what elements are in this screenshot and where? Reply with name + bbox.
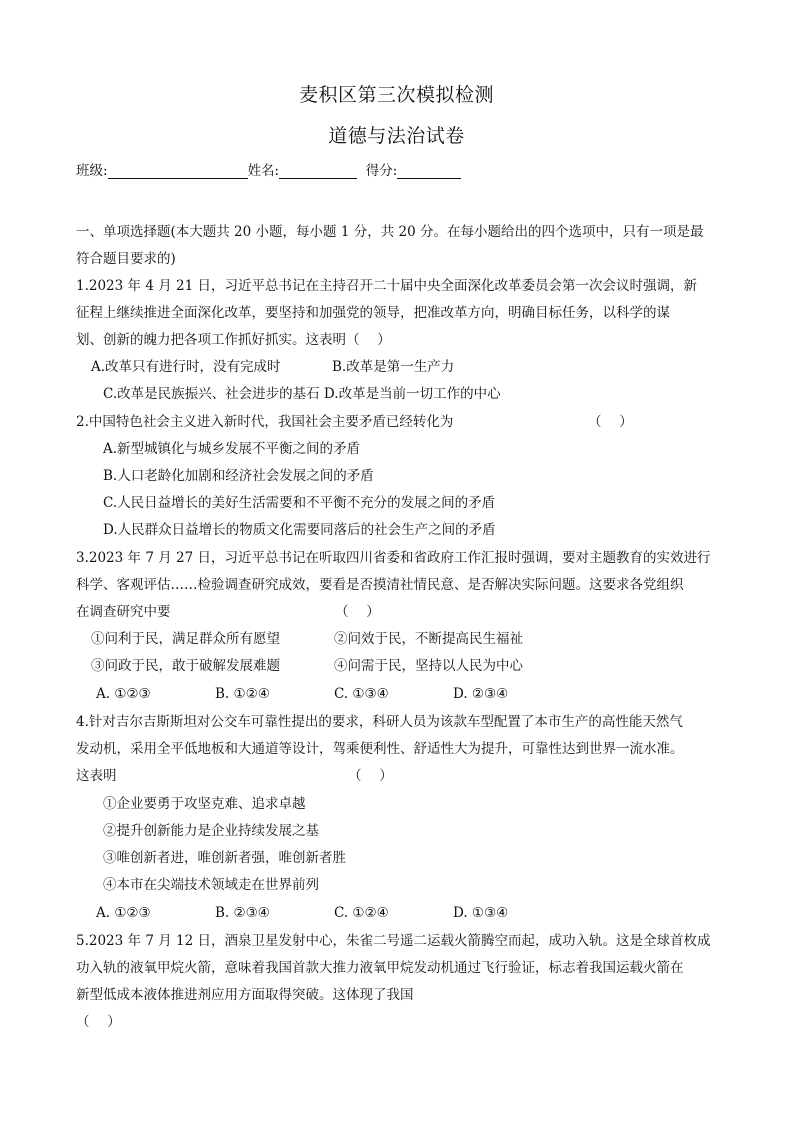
option-b: B.人口老龄化加剧和经济社会发展之间的矛盾 (103, 468, 374, 484)
question-stem-line: 划、创新的魄力把各项工作抓好抓实。这表明（ ） (76, 332, 391, 348)
choice-d: D. ②③④ (453, 686, 509, 702)
choice-a: A. ①②③ (96, 905, 151, 921)
question-stem-line: 征程上继续推进全面深化改革，要坚持和加强党的领导，把准改革方向，明确目标任务，以科学的谋 (76, 305, 670, 321)
answer-paren: （ ） (76, 1014, 121, 1030)
question-stem-line: 这表明 (76, 768, 117, 784)
question-stem-line: 在调查研究中要 (76, 604, 171, 620)
section-heading-line: 一、单项选择题(本大题共 20 小题，每小题 1 分，共 20 分。在每小题给出的四个选项中，只有一项是最 (76, 224, 704, 240)
option-c: C.人民日益增长的美好生活需要和不平衡不充分的发展之间的矛盾 (103, 495, 496, 511)
option-d: D.人民群众日益增长的物质文化需要同落后的社会生产之间的矛盾 (103, 522, 496, 538)
statement-item: ④本市在尖端技术领域走在世界前列 (103, 877, 319, 893)
name-label: 姓名: (247, 163, 280, 179)
page-title: 麦积区第三次模拟检测 (298, 84, 494, 106)
section-heading-line: 符合题目要求的) (76, 251, 176, 267)
question-stem-line: 新型低成本液体推进剂应用方面取得突破。这体现了我国 (76, 987, 414, 1003)
statement-item: ④问需于民，坚持以人民为中心 (334, 658, 523, 674)
statement-item: ②问效于民，不断提高民生福祉 (334, 631, 523, 647)
statement-item: ①企业要勇于攻坚克难、追求卓越 (103, 796, 306, 812)
choice-c: C. ①③④ (334, 686, 389, 702)
question-stem-line: 4.针对吉尔吉斯斯坦对公交车可靠性提出的要求，科研人员为该款车型配置了本市生产的高性能天然气 (76, 714, 683, 730)
name-blank (279, 164, 357, 179)
class-label: 班级: (76, 163, 108, 179)
question-stem-line: 发动机，采用全平低地板和大通道等设计，驾乘便利性、舒适性大为提升，可靠性达到世界一流水准。 (76, 741, 684, 757)
choice-a: A. ①②③ (96, 686, 151, 702)
class-blank (108, 164, 248, 179)
statement-item: ③唯创新者进，唯创新者强，唯创新者胜 (103, 850, 346, 866)
page-subtitle: 道德与法治试卷 (328, 125, 465, 147)
choice-d: D. ①③④ (453, 905, 509, 921)
score-blank (397, 164, 461, 179)
question-stem-line: 功入轨的液氧甲烷火箭，意味着我国首款大推力液氧甲烷发动机通过飞行验证，标志着我国运载火箭在 (76, 960, 684, 976)
statement-item: ①问利于民，满足群众所有愿望 (91, 631, 280, 647)
question-stem-line: 科学、客观评估……检验调查研究成效，要看是否摸清社情民意、是否解决实际问题。这要求各党组织 (76, 577, 684, 593)
option-a: A.新型城镇化与城乡发展不平衡之间的矛盾 (103, 441, 361, 457)
option-c-d: C.改革是民族振兴、社会进步的基石 D.改革是当前一切工作的中心 (103, 386, 501, 402)
choice-b: B. ①②④ (215, 686, 270, 702)
question-stem-line: 1.2023 年 4 月 21 日，习近平总书记在主持召开二十届中央全面深化改革委员会第一次会议时强调，新 (76, 278, 697, 294)
answer-paren: （ ） (335, 604, 380, 620)
answer-paren: （ ） (348, 768, 393, 784)
question-stem-line: 2.中国特色社会主义进入新时代，我国社会主要矛盾已经转化为 (76, 414, 454, 430)
score-label: 得分: (365, 163, 398, 179)
statement-item: ②提升创新能力是企业持续发展之基 (103, 823, 319, 839)
question-stem-line: 3.2023 年 7 月 27 日，习近平总书记在听取四川省委和省政府工作汇报时强调，要对主题教育的实效进行 (76, 550, 711, 566)
question-stem-line: 5.2023 年 7 月 12 日，酒泉卫星发射中心，朱雀二号遥二运载火箭腾空而起，成功入轨。这是全球首枚成 (76, 933, 711, 949)
option-a: A.改革只有进行时，没有完成时 (91, 359, 281, 375)
answer-paren: （ ） (588, 414, 633, 430)
statement-item: ③问政于民，敢于破解发展难题 (91, 658, 280, 674)
student-info-row (76, 159, 461, 179)
choice-c: C. ①②④ (334, 905, 389, 921)
option-b: B.改革是第一生产力 (332, 359, 455, 375)
choice-b: B. ②③④ (215, 905, 270, 921)
